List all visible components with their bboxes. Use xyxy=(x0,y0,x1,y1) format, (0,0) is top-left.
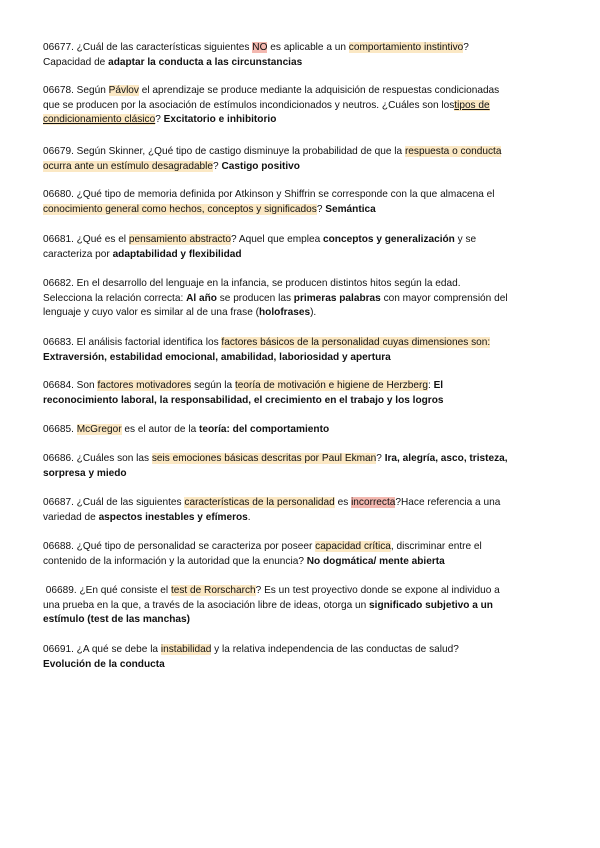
text: ? xyxy=(376,453,385,464)
text: el aprendizaje se produce mediante la adquisición de respuestas condicionadas xyxy=(138,85,500,96)
answer-line xyxy=(43,613,563,628)
answer: sorpresa y miedo xyxy=(43,467,127,479)
answer: conceptos y generalización xyxy=(323,234,455,245)
answer-line xyxy=(43,113,563,128)
text: 06683. El análisis factorial identifica los xyxy=(43,337,222,348)
highlight: factores básicos de la personalidad cuyas dimensiones son: xyxy=(221,337,491,348)
answer: Ira, alegría, asco, tristeza, xyxy=(384,453,508,464)
text: 06682. En el desarrollo del lenguaje en la infancia, se producen distintos hitos según la edad. xyxy=(43,278,461,289)
text: que se producen por la asociación de estímulos incondicionados y neutros. ¿Cuáles son los xyxy=(43,99,455,111)
answer: significado subjetivo a un xyxy=(369,599,493,611)
answer: Al año xyxy=(186,292,217,304)
line xyxy=(43,452,563,467)
line xyxy=(43,643,563,658)
text: 06687. ¿Cuál de las siguientes xyxy=(43,497,185,508)
highlight: Pávlov xyxy=(108,85,139,96)
line xyxy=(43,336,563,351)
text: Capacidad de xyxy=(43,56,109,68)
answer: Castigo positivo xyxy=(221,160,300,172)
text: , discriminar entre el xyxy=(390,541,482,552)
text: es aplicable a un xyxy=(267,42,349,53)
answer-line xyxy=(43,394,563,409)
answer-line xyxy=(43,203,563,218)
highlight: seis emociones básicas descritas por Paul Ekman xyxy=(151,453,377,464)
highlight: pensamiento abstracto xyxy=(128,234,231,245)
highlight: factores motivadores xyxy=(97,380,192,391)
text: : xyxy=(427,380,434,391)
highlight: características de la personalidad xyxy=(184,497,335,508)
text: 06684. Son xyxy=(43,380,98,391)
text: 06686. ¿Cuáles son las xyxy=(43,453,152,464)
text: Selecciona la relación correcta: xyxy=(43,292,187,304)
line xyxy=(43,599,563,614)
text: se producen las xyxy=(216,292,294,304)
highlight: respuesta o conducta xyxy=(404,146,502,157)
question-06688 xyxy=(43,540,563,569)
answer-line xyxy=(43,248,563,263)
text: 06691. ¿A qué se debe la xyxy=(43,644,161,655)
highlight-underlined: tipos de xyxy=(454,99,490,111)
highlight: conocimiento general como hechos, conceptos y significados xyxy=(43,203,317,215)
line xyxy=(43,99,563,114)
text: ?Hace referencia a una xyxy=(395,497,501,508)
line xyxy=(43,188,563,203)
line xyxy=(43,41,563,56)
question-06682 xyxy=(43,277,563,321)
line xyxy=(43,584,563,599)
line xyxy=(43,145,563,160)
text: ? Es un test proyectivo donde se expone al individuo a xyxy=(255,585,500,596)
text: ? xyxy=(316,203,326,215)
text: ? xyxy=(463,42,469,53)
answer: El xyxy=(433,380,444,391)
answer: reconocimiento laboral, la responsabilidad, el crecimiento en el trabajo y los logros xyxy=(43,394,444,406)
text: ? xyxy=(155,114,164,125)
text: 06688. ¿Qué tipo de personalidad se caracteriza por poseer xyxy=(43,541,316,552)
question-06678 xyxy=(43,84,563,128)
text: 06679. Según Skinner, ¿Qué tipo de castigo disminuye la probabilidad de que la xyxy=(43,146,405,157)
question-06687 xyxy=(43,496,563,525)
highlight: test de Rorscharch xyxy=(170,585,256,596)
question-06683 xyxy=(43,336,563,365)
highlight-red: incorrecta xyxy=(351,497,396,508)
text: y la relativa independencia de las conductas de salud? xyxy=(211,644,459,655)
answer-line xyxy=(43,511,563,526)
line xyxy=(43,84,563,99)
line xyxy=(43,379,563,394)
line xyxy=(43,496,563,511)
question-06681 xyxy=(43,233,563,262)
answer: estímulo (test de las manchas) xyxy=(43,614,190,625)
answer-line xyxy=(43,160,563,175)
answer: adaptabilidad y flexibilidad xyxy=(112,248,242,260)
line xyxy=(43,233,563,248)
answer: primeras palabras xyxy=(293,292,381,304)
answer: Semántica xyxy=(325,203,376,215)
highlight: McGregor xyxy=(76,424,122,435)
text: 06678. Según xyxy=(43,85,109,96)
text: 06677. ¿Cuál de las características siguientes xyxy=(43,42,253,53)
text: y se xyxy=(454,234,477,245)
highlight: capacidad crítica xyxy=(315,541,391,552)
answer-line xyxy=(43,658,563,673)
answer: Excitatorio e inhibitorio xyxy=(163,114,277,125)
text: lenguaje y cuyo valor es similar al de una frase ( xyxy=(43,307,260,318)
text: caracteriza por xyxy=(43,248,113,260)
text: 06685. xyxy=(43,424,77,435)
line xyxy=(43,423,563,438)
text: ? xyxy=(213,160,222,172)
line xyxy=(43,306,563,321)
line xyxy=(43,540,563,555)
highlight-red: NO xyxy=(252,42,268,53)
question-06679 xyxy=(43,145,563,174)
text: según la xyxy=(191,380,235,391)
answer: holofrases xyxy=(259,307,311,318)
answer: aspectos inestables y efímeros xyxy=(98,511,248,523)
text: es el autor de la xyxy=(121,424,199,435)
answer-line xyxy=(43,351,563,366)
highlight-underlined: condicionamiento clásico xyxy=(43,114,156,125)
line xyxy=(43,292,563,307)
text: ). xyxy=(310,307,317,318)
question-06680 xyxy=(43,188,563,217)
highlight: teoría de motivación e higiene de Herzberg xyxy=(234,380,428,391)
text: con mayor comprensión del xyxy=(380,292,508,304)
text: ? Aquel que emplea xyxy=(230,234,324,245)
question-06677 xyxy=(43,41,563,70)
question-06684 xyxy=(43,379,563,408)
highlight: instabilidad xyxy=(160,644,212,655)
text: 06689. ¿En qué consiste el xyxy=(43,585,171,596)
highlight: ocurra ante un estímulo desagradable xyxy=(43,160,214,172)
highlight: comportamiento instintivo xyxy=(348,42,464,53)
text: variedad de xyxy=(43,511,99,523)
question-06686 xyxy=(43,452,563,481)
question-06691 xyxy=(43,643,563,672)
answer-line xyxy=(43,555,563,570)
answer: teoría: del comportamiento xyxy=(199,424,330,435)
answer: No dogmática/ mente abierta xyxy=(306,555,445,567)
text: contenido de la información y la autoridad que la enuncia? xyxy=(43,555,307,567)
answer-line xyxy=(43,56,563,71)
answer: Evolución de la conducta xyxy=(43,658,165,670)
question-06689 xyxy=(43,584,563,628)
text: 06681. ¿Qué es el xyxy=(43,234,129,245)
answer: adaptar la conducta a las circunstancias xyxy=(108,56,303,68)
answer: Extraversión, estabilidad emocional, amabilidad, laboriosidad y apertura xyxy=(43,351,391,363)
question-06685 xyxy=(43,423,563,438)
text: es xyxy=(334,497,352,508)
text: . xyxy=(247,511,251,523)
line xyxy=(43,277,563,292)
text: una prueba en la que, a través de la asociación libre de ideas, otorga un xyxy=(43,599,370,611)
text: 06680. ¿Qué tipo de memoria definida por Atkinson y Shiffrin se corresponde con la que almacena el xyxy=(43,189,495,200)
answer-line xyxy=(43,467,563,482)
